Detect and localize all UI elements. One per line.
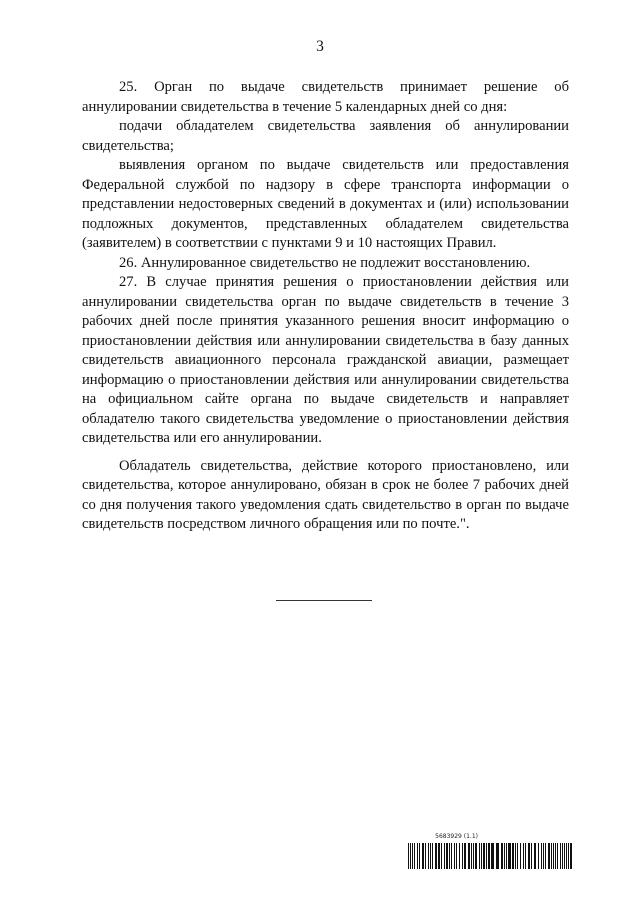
paragraph-25-item-2: выявления органом по выдаче свидетельств или предоставления Федеральной службой по надзору в сфере транспорта информации о представлении недостоверных сведений в документах и (или) использовании подложных документов, представленных обладателем свидетельства (заявителем) в соответствии с пунктами 9 и 10 настоящих Правил. [82,157,569,251]
end-separator-line [276,600,372,601]
barcode-caption: 5683929 (1.1) [435,833,478,840]
page-number: 3 [316,38,324,55]
barcode-block [408,833,574,869]
paragraph-25: 25. Орган по выдаче свидетельств принимает решение об аннулировании свидетельства в течение 5 календарных дней со дня: [82,79,569,115]
barcode-icon [408,843,574,869]
paragraph-27: 27. В случае принятия решения о приостановлении действия или аннулировании свидетельства орган по выдаче свидетельств в течение 3 рабочих дней после принятия указанного решения вносит информацию о приостановлении действия или аннулировании свидетельства в базу данных свидетельств авиационного персонала гражданской авиации, размещает информацию о приостановлении действия или аннулировании свидетельства на официальном сайте органа по выдаче свидетельств и направляет обладателю такого свидетельства уведомление о приостановлении действия свидетельства или его аннулировании. [82,274,569,446]
paragraph-27-closing: Обладатель свидетельства, действие которого приостановлено, или свидетельства, которое аннулировано, обязан в срок не более 7 рабочих дней со дня получения такого уведомления сдать свидетельство в орган по выдаче свидетельств посредством личного обращения или по почте.". [82,457,569,532]
document-body [82,78,569,535]
paragraph-26: 26. Аннулированное свидетельство не подлежит восстановлению. [119,254,531,271]
paragraph-25-item-1: подачи обладателем свидетельства заявления об аннулировании свидетельства; [82,118,569,154]
